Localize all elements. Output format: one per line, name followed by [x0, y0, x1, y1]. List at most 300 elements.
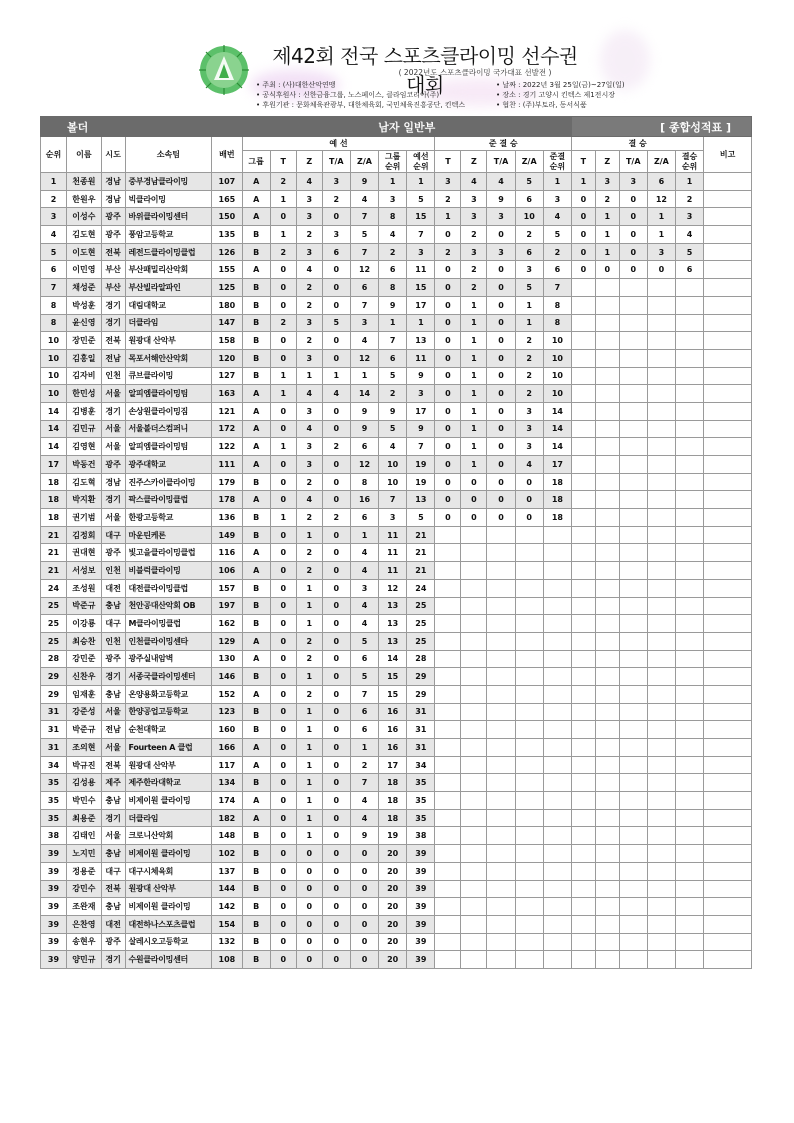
cell-note [704, 243, 752, 261]
cell-q-t: 0 [270, 544, 296, 562]
cell-s-za: 3 [515, 438, 543, 456]
cell-f-ta [619, 385, 647, 403]
table-row [41, 597, 752, 615]
cell-semi-rank [543, 739, 571, 757]
cell-semi-rank [543, 597, 571, 615]
cell-f-za [647, 862, 675, 880]
cell-team: 한광고등학교 [125, 509, 212, 527]
cell-f-t [571, 597, 595, 615]
cell-region: 대전 [101, 579, 125, 597]
table-row [41, 261, 752, 279]
cell-s-z [461, 809, 487, 827]
cell-qual-rank: 39 [407, 951, 435, 969]
cell-group: B [242, 703, 270, 721]
cell-group-rank: 4 [379, 226, 407, 244]
table-row [41, 809, 752, 827]
cell-team: 알피엠클라이밍팀 [125, 385, 212, 403]
cell-f-z [595, 774, 619, 792]
cell-f-t [571, 438, 595, 456]
cell-bib: 121 [212, 402, 242, 420]
cell-q-ta: 0 [322, 544, 350, 562]
cell-region: 전남 [101, 721, 125, 739]
cell-name: 신찬우 [67, 668, 102, 686]
cell-f-za [647, 721, 675, 739]
cell-f-z [595, 420, 619, 438]
header-row-1 [41, 137, 752, 151]
cell-s-t: 0 [435, 509, 461, 527]
cell-note [704, 208, 752, 226]
cell-team: Fourteen A 클럽 [125, 739, 212, 757]
cell-q-t: 0 [270, 898, 296, 916]
table-row [41, 632, 752, 650]
cell-rank: 18 [41, 491, 67, 509]
cell-name: 강준성 [67, 703, 102, 721]
event-info-right [496, 80, 625, 110]
cell-s-ta [487, 915, 515, 933]
cell-rank: 5 [41, 243, 67, 261]
cell-final-rank [675, 721, 703, 739]
cell-team: 광주실내암벽 [125, 650, 212, 668]
cell-f-t [571, 491, 595, 509]
cell-semi-rank: 8 [543, 314, 571, 332]
cell-q-t: 0 [270, 332, 296, 350]
cell-qual-rank: 15 [407, 208, 435, 226]
cell-bib: 142 [212, 898, 242, 916]
cell-q-t: 0 [270, 933, 296, 951]
cell-rank: 1 [41, 173, 67, 191]
cell-q-t: 0 [270, 774, 296, 792]
results-body [41, 173, 752, 969]
cell-region: 인천 [101, 367, 125, 385]
cell-final-rank [675, 685, 703, 703]
cell-f-t: 0 [571, 190, 595, 208]
cell-s-ta [487, 562, 515, 580]
cell-final-rank [675, 438, 703, 456]
cell-name: 권대현 [67, 544, 102, 562]
cell-s-z: 0 [461, 473, 487, 491]
cell-f-t: 0 [571, 226, 595, 244]
cell-s-z [461, 650, 487, 668]
cell-q-t: 0 [270, 526, 296, 544]
cell-group-rank: 10 [379, 473, 407, 491]
cell-rank: 39 [41, 880, 67, 898]
cell-q-z: 1 [296, 756, 322, 774]
cell-rank: 14 [41, 420, 67, 438]
cell-f-za [647, 898, 675, 916]
cell-q-t: 0 [270, 420, 296, 438]
cell-f-za [647, 349, 675, 367]
cell-group: A [242, 650, 270, 668]
cell-s-za: 2 [515, 226, 543, 244]
cell-semi-rank [543, 809, 571, 827]
cell-s-t: 0 [435, 402, 461, 420]
cell-group-rank: 2 [379, 385, 407, 403]
cell-f-ta [619, 420, 647, 438]
table-row [41, 721, 752, 739]
table-row [41, 915, 752, 933]
cell-s-za: 3 [515, 420, 543, 438]
cell-semi-rank [543, 615, 571, 633]
cell-f-za [647, 332, 675, 350]
cell-q-za: 4 [350, 562, 378, 580]
cell-f-ta [619, 279, 647, 297]
cell-name: 박민수 [67, 792, 102, 810]
col-group: 그룹 [242, 151, 270, 173]
cell-f-z [595, 915, 619, 933]
cell-final-rank [675, 756, 703, 774]
cell-note [704, 951, 752, 969]
cell-semi-rank [543, 526, 571, 544]
cell-f-t [571, 685, 595, 703]
cell-f-z [595, 314, 619, 332]
cell-f-ta [619, 367, 647, 385]
cell-name: 박지환 [67, 491, 102, 509]
cell-f-ta [619, 402, 647, 420]
cell-final-rank [675, 739, 703, 757]
table-row [41, 898, 752, 916]
cell-f-ta [619, 650, 647, 668]
cell-group: B [242, 915, 270, 933]
cell-f-ta [619, 491, 647, 509]
cell-group: B [242, 296, 270, 314]
cell-group: A [242, 562, 270, 580]
col-name: 이름 [67, 137, 102, 173]
cell-name: 박준규 [67, 721, 102, 739]
cell-q-t: 0 [270, 491, 296, 509]
table-row [41, 509, 752, 527]
cell-s-z: 1 [461, 438, 487, 456]
cell-s-t: 0 [435, 491, 461, 509]
supporter-text: • 후원기관 : 문화체육관광부, 대한체육회, 국민체육진흥공단, 킨텍스 [256, 100, 465, 110]
cell-region: 충남 [101, 845, 125, 863]
cell-f-t [571, 279, 595, 297]
cell-qual-rank: 21 [407, 544, 435, 562]
cell-group-rank: 18 [379, 792, 407, 810]
cell-region: 광주 [101, 226, 125, 244]
cell-final-rank [675, 915, 703, 933]
cell-bib: 146 [212, 668, 242, 686]
cell-bib: 102 [212, 845, 242, 863]
cell-region: 부산 [101, 261, 125, 279]
cell-f-t [571, 650, 595, 668]
cell-s-ta [487, 526, 515, 544]
cell-f-za [647, 774, 675, 792]
cell-q-t: 0 [270, 473, 296, 491]
cell-s-t: 0 [435, 226, 461, 244]
table-row [41, 526, 752, 544]
cell-f-t [571, 933, 595, 951]
cell-group-rank: 17 [379, 756, 407, 774]
cell-s-t [435, 685, 461, 703]
cell-bib: 158 [212, 332, 242, 350]
cell-semi-rank: 5 [543, 226, 571, 244]
cell-f-ta [619, 615, 647, 633]
cell-bib: 132 [212, 933, 242, 951]
cell-name: 은찬영 [67, 915, 102, 933]
cell-s-ta [487, 845, 515, 863]
cell-semi-rank [543, 632, 571, 650]
cell-bib: 154 [212, 915, 242, 933]
cell-rank: 10 [41, 367, 67, 385]
cell-q-t: 0 [270, 650, 296, 668]
cell-note [704, 809, 752, 827]
cell-q-ta: 0 [322, 685, 350, 703]
cell-bib: 182 [212, 809, 242, 827]
cell-s-ta: 0 [487, 473, 515, 491]
results-table-wrapper [40, 116, 752, 969]
table-row [41, 756, 752, 774]
cell-group-rank: 20 [379, 862, 407, 880]
cell-final-rank [675, 562, 703, 580]
cell-s-ta [487, 650, 515, 668]
cell-final-rank [675, 774, 703, 792]
cell-q-za: 12 [350, 261, 378, 279]
cell-q-t: 0 [270, 615, 296, 633]
cell-q-za: 7 [350, 774, 378, 792]
cell-rank: 14 [41, 438, 67, 456]
cell-q-za: 0 [350, 880, 378, 898]
cell-rank: 35 [41, 774, 67, 792]
cell-f-ta: 0 [619, 261, 647, 279]
cell-f-za [647, 615, 675, 633]
cell-f-za [647, 420, 675, 438]
cell-q-t: 0 [270, 827, 296, 845]
cell-q-z: 2 [296, 544, 322, 562]
cell-s-t [435, 562, 461, 580]
cell-rank: 24 [41, 579, 67, 597]
cell-group: B [242, 473, 270, 491]
cell-q-ta: 0 [322, 933, 350, 951]
cell-q-za: 5 [350, 668, 378, 686]
cell-s-t [435, 579, 461, 597]
cell-f-t [571, 544, 595, 562]
cell-qual-rank: 35 [407, 809, 435, 827]
cell-note [704, 332, 752, 350]
cell-rank: 17 [41, 456, 67, 474]
cell-q-ta: 2 [322, 438, 350, 456]
cell-region: 제주 [101, 774, 125, 792]
cell-s-ta [487, 703, 515, 721]
cell-region: 경남 [101, 190, 125, 208]
cell-qual-rank: 25 [407, 632, 435, 650]
cell-s-t [435, 915, 461, 933]
cell-s-za [515, 597, 543, 615]
cell-semi-rank: 17 [543, 456, 571, 474]
cell-semi-rank [543, 579, 571, 597]
cell-name: 김병훈 [67, 402, 102, 420]
cell-group-rank: 9 [379, 296, 407, 314]
cell-q-ta: 3 [322, 226, 350, 244]
cell-bib: 163 [212, 385, 242, 403]
cell-f-za [647, 473, 675, 491]
cell-bib: 120 [212, 349, 242, 367]
cell-s-za: 3 [515, 261, 543, 279]
cell-s-za: 6 [515, 190, 543, 208]
cell-s-ta [487, 933, 515, 951]
cell-q-za: 0 [350, 915, 378, 933]
cell-s-t [435, 809, 461, 827]
col-final: 결 승 [571, 137, 703, 151]
cell-final-rank [675, 314, 703, 332]
cell-f-ta [619, 562, 647, 580]
cell-team: 중부경남클라이밍 [125, 173, 212, 191]
cell-q-za: 0 [350, 845, 378, 863]
cell-note [704, 721, 752, 739]
cell-s-z [461, 562, 487, 580]
cell-region: 충남 [101, 792, 125, 810]
cell-q-t: 0 [270, 809, 296, 827]
cell-f-t: 0 [571, 261, 595, 279]
cell-qual-rank: 21 [407, 526, 435, 544]
page-title: 제42회 전국 스포츠클라이밍 선수권대회 [272, 44, 578, 97]
cell-final-rank: 3 [675, 208, 703, 226]
cell-f-za [647, 880, 675, 898]
cell-f-z [595, 951, 619, 969]
cell-f-t [571, 668, 595, 686]
cell-s-ta [487, 774, 515, 792]
cell-f-t [571, 862, 595, 880]
cell-group-rank: 4 [379, 438, 407, 456]
cell-q-za: 6 [350, 650, 378, 668]
cell-s-z: 0 [461, 509, 487, 527]
cell-name: 김정회 [67, 526, 102, 544]
cell-note [704, 668, 752, 686]
cell-group-rank: 14 [379, 650, 407, 668]
cell-rank: 2 [41, 190, 67, 208]
cell-q-ta: 0 [322, 420, 350, 438]
cell-group: A [242, 685, 270, 703]
col-final-rank: 결승 순위 [675, 151, 703, 173]
cell-qual-rank: 39 [407, 862, 435, 880]
cell-q-ta: 0 [322, 579, 350, 597]
cell-q-ta: 0 [322, 296, 350, 314]
cell-f-t [571, 332, 595, 350]
cell-bib: 162 [212, 615, 242, 633]
cell-name: 김성용 [67, 774, 102, 792]
cell-bib: 165 [212, 190, 242, 208]
cell-s-ta [487, 615, 515, 633]
col-s-t: T [435, 151, 461, 173]
cell-f-ta [619, 296, 647, 314]
col-rank: 순위 [41, 137, 67, 173]
cell-f-z [595, 279, 619, 297]
cell-f-za [647, 385, 675, 403]
cell-name: 권기범 [67, 509, 102, 527]
cell-region: 광주 [101, 544, 125, 562]
cell-s-t [435, 951, 461, 969]
table-row [41, 420, 752, 438]
table-row [41, 402, 752, 420]
cell-note [704, 685, 752, 703]
cell-s-t: 0 [435, 279, 461, 297]
cell-q-t: 0 [270, 279, 296, 297]
table-row [41, 456, 752, 474]
cell-q-za: 0 [350, 862, 378, 880]
cell-f-t [571, 385, 595, 403]
cell-q-t: 1 [270, 367, 296, 385]
cell-semi-rank [543, 862, 571, 880]
cell-s-za [515, 685, 543, 703]
table-row [41, 880, 752, 898]
cell-s-t [435, 756, 461, 774]
cell-s-ta: 0 [487, 491, 515, 509]
col-semi-rank: 준결 순위 [543, 151, 571, 173]
cell-f-t [571, 880, 595, 898]
cell-s-ta [487, 544, 515, 562]
cell-name: 강민준 [67, 650, 102, 668]
cell-final-rank [675, 544, 703, 562]
cell-note [704, 420, 752, 438]
cell-q-ta: 0 [322, 473, 350, 491]
cell-q-z: 2 [296, 279, 322, 297]
cell-q-za: 1 [350, 739, 378, 757]
cell-f-ta [619, 915, 647, 933]
cell-group-rank: 15 [379, 685, 407, 703]
cell-s-t [435, 615, 461, 633]
cell-s-z [461, 951, 487, 969]
cell-q-z: 1 [296, 792, 322, 810]
cell-rank: 25 [41, 597, 67, 615]
cell-qual-rank: 24 [407, 579, 435, 597]
cell-team: 순천대학교 [125, 721, 212, 739]
cell-team: 인천클라이밍센타 [125, 632, 212, 650]
cell-name: 채성준 [67, 279, 102, 297]
cell-team: 서종국클라이밍센터 [125, 668, 212, 686]
cell-region: 부산 [101, 279, 125, 297]
cell-qual-rank: 39 [407, 845, 435, 863]
cell-q-za: 2 [350, 756, 378, 774]
cell-group-rank: 11 [379, 562, 407, 580]
cell-qual-rank: 31 [407, 703, 435, 721]
cell-s-ta: 0 [487, 226, 515, 244]
cell-q-ta: 0 [322, 739, 350, 757]
cell-s-ta [487, 951, 515, 969]
cell-s-t [435, 827, 461, 845]
cell-note [704, 456, 752, 474]
cell-group: A [242, 173, 270, 191]
col-bib: 배번 [212, 137, 242, 173]
cell-bib: 127 [212, 367, 242, 385]
cell-q-t: 0 [270, 756, 296, 774]
cell-final-rank [675, 845, 703, 863]
cell-s-z [461, 739, 487, 757]
col-q-ta: T/A [322, 151, 350, 173]
table-row [41, 438, 752, 456]
cell-group-rank: 5 [379, 367, 407, 385]
cell-s-za: 10 [515, 208, 543, 226]
table-row [41, 827, 752, 845]
cell-f-za [647, 579, 675, 597]
cell-s-t [435, 739, 461, 757]
cell-q-za: 0 [350, 898, 378, 916]
cell-q-za: 7 [350, 243, 378, 261]
cell-f-z [595, 349, 619, 367]
cell-final-rank [675, 349, 703, 367]
cell-f-za [647, 438, 675, 456]
cell-q-ta: 0 [322, 349, 350, 367]
cell-f-t [571, 473, 595, 491]
cell-f-ta [619, 597, 647, 615]
cell-f-z [595, 827, 619, 845]
cell-s-ta [487, 862, 515, 880]
cell-note [704, 314, 752, 332]
cell-s-z [461, 792, 487, 810]
cell-f-z: 1 [595, 208, 619, 226]
cell-s-t [435, 526, 461, 544]
cell-f-za [647, 915, 675, 933]
cell-f-za: 1 [647, 208, 675, 226]
cell-region: 서울 [101, 438, 125, 456]
